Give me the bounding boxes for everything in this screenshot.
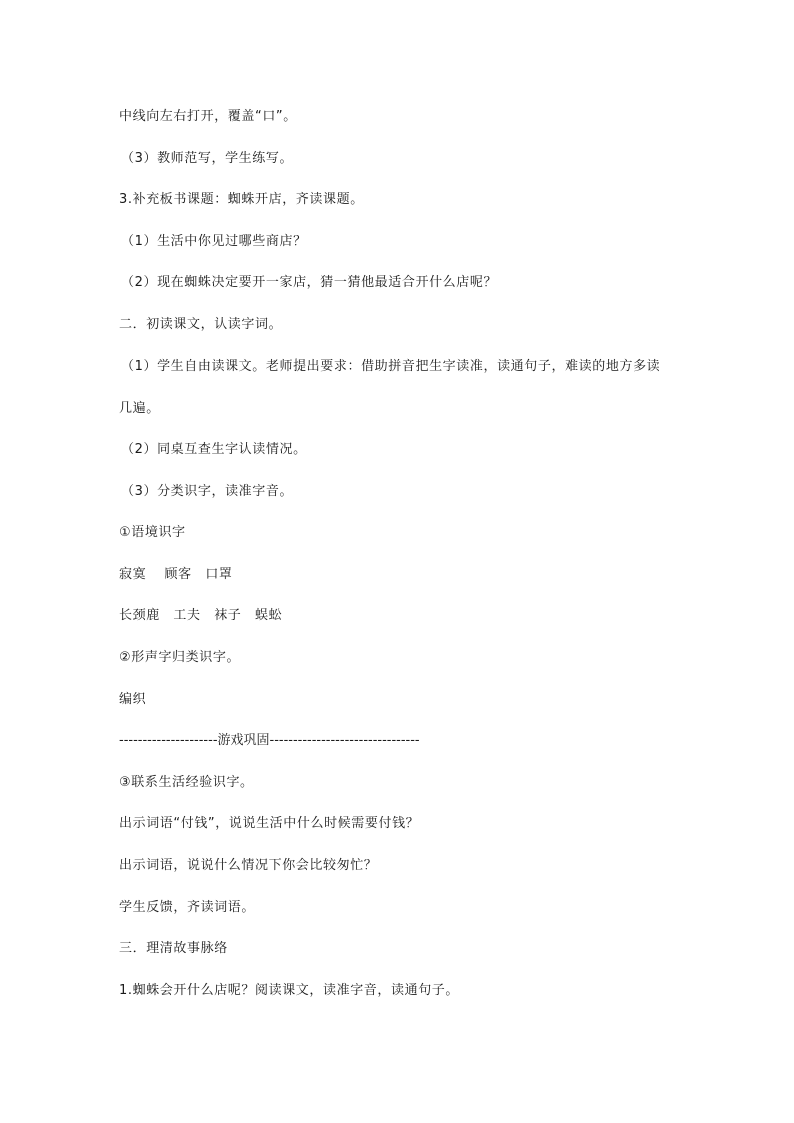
section-heading: 三．理清故事脉络 <box>119 941 228 956</box>
section-heading: 二．初读课文，认读字词。 <box>119 317 283 332</box>
text-line: 学生反馈，齐读词语。 <box>119 900 256 915</box>
text-line: 几遍。 <box>119 401 160 416</box>
text-line: ①语境识字 <box>119 525 186 540</box>
text-line: 出示词语，说说什么情况下你会比较匆忙？ <box>119 858 378 873</box>
text-line: 编织 <box>119 692 147 707</box>
text-line: （2）现在蜘蛛决定要开一家店，猜一猜他最适合开什么店呢？ <box>121 275 498 290</box>
text-line: 3.补充板书课题：蜘蛛开店，齐读课题。 <box>119 192 364 207</box>
text-line: 中线向左右打开，覆盖“口”。 <box>119 109 297 124</box>
text-line: （3）教师范写，学生练写。 <box>121 151 294 166</box>
text-line: （1）生活中你见过哪些商店？ <box>121 234 307 249</box>
divider-line: ---------------------游戏巩固-------------------------------- <box>119 733 420 748</box>
text-line: ②形声字归类识字。 <box>119 650 241 665</box>
text-line: （3）分类识字，读准字音。 <box>121 484 294 499</box>
text-line: （1）学生自由读课文。老师提出要求：借助拼音把生字读准，读通句子，难读的地方多读 <box>121 359 661 374</box>
text-line: （2）同桌互查生字认读情况。 <box>121 442 307 457</box>
text-line: 1.蜘蛛会开什么店呢？阅读课文，读准字音，读通句子。 <box>119 983 460 998</box>
text-line: 出示词语“付钱”，说说生活中什么时候需要付钱？ <box>119 816 420 831</box>
text-line: ③联系生活经验识字。 <box>119 775 254 790</box>
word-list: 寂寞 顾客 口罩 <box>119 567 233 582</box>
word-list: 长颈鹿 工夫 袜子 蜈蚣 <box>119 608 283 623</box>
